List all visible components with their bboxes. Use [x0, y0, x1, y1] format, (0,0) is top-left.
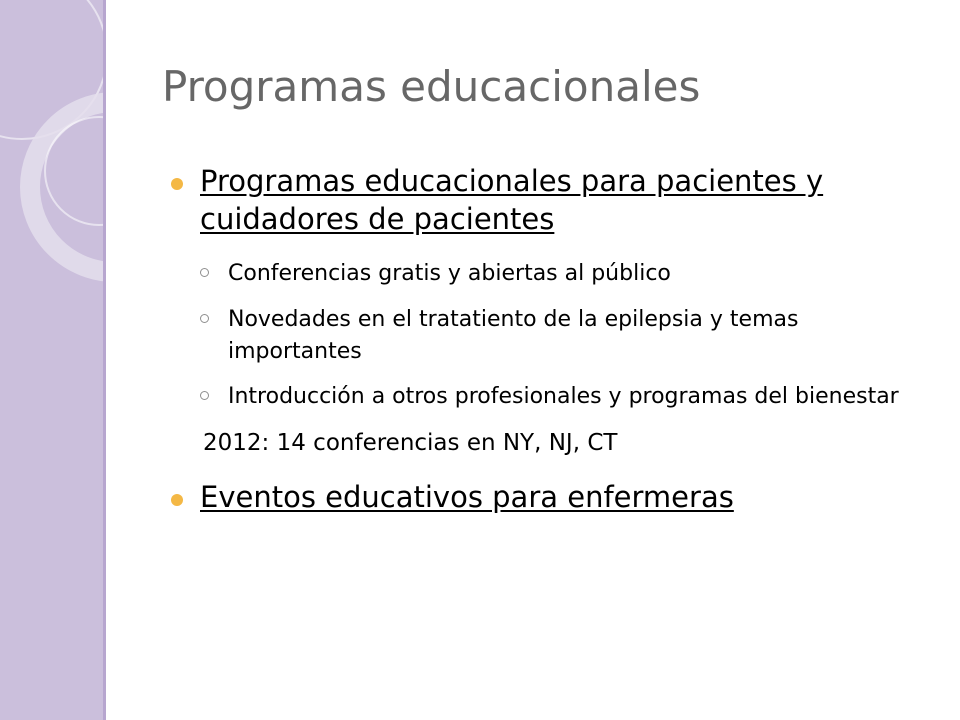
hollow-bullet-icon [200, 268, 209, 277]
bullet-link[interactable]: Programas educacionales para pacientes y cuidadores de pacientes [200, 164, 824, 236]
slide-content [170, 163, 930, 537]
bullet-item [170, 163, 930, 238]
note-text: 2012: 14 conferencias en NY, NJ, CT [203, 430, 618, 457]
sub-bullet-text: Novedades en el tratatiento de la epilepsia y temas importantes [228, 307, 799, 364]
bullet-icon [171, 494, 183, 506]
hollow-bullet-icon [200, 314, 209, 323]
sidebar-edge [103, 0, 106, 720]
hollow-bullet-icon [200, 391, 209, 400]
sub-bullet-item [170, 381, 908, 413]
bullet-icon [171, 178, 183, 190]
slide-title: Programas educacionales [162, 62, 701, 111]
sub-bullet-text: Conferencias gratis y abiertas al público [228, 261, 671, 287]
bullet-item [170, 479, 930, 517]
sub-bullet-item [170, 258, 908, 290]
decorative-sidebar [0, 0, 106, 720]
bullet-link[interactable]: Eventos educativos para enfermeras [200, 480, 734, 515]
sub-bullet-item [170, 304, 908, 367]
sub-bullet-text: Introducción a otros profesionales y programas del bienestar [228, 384, 899, 410]
